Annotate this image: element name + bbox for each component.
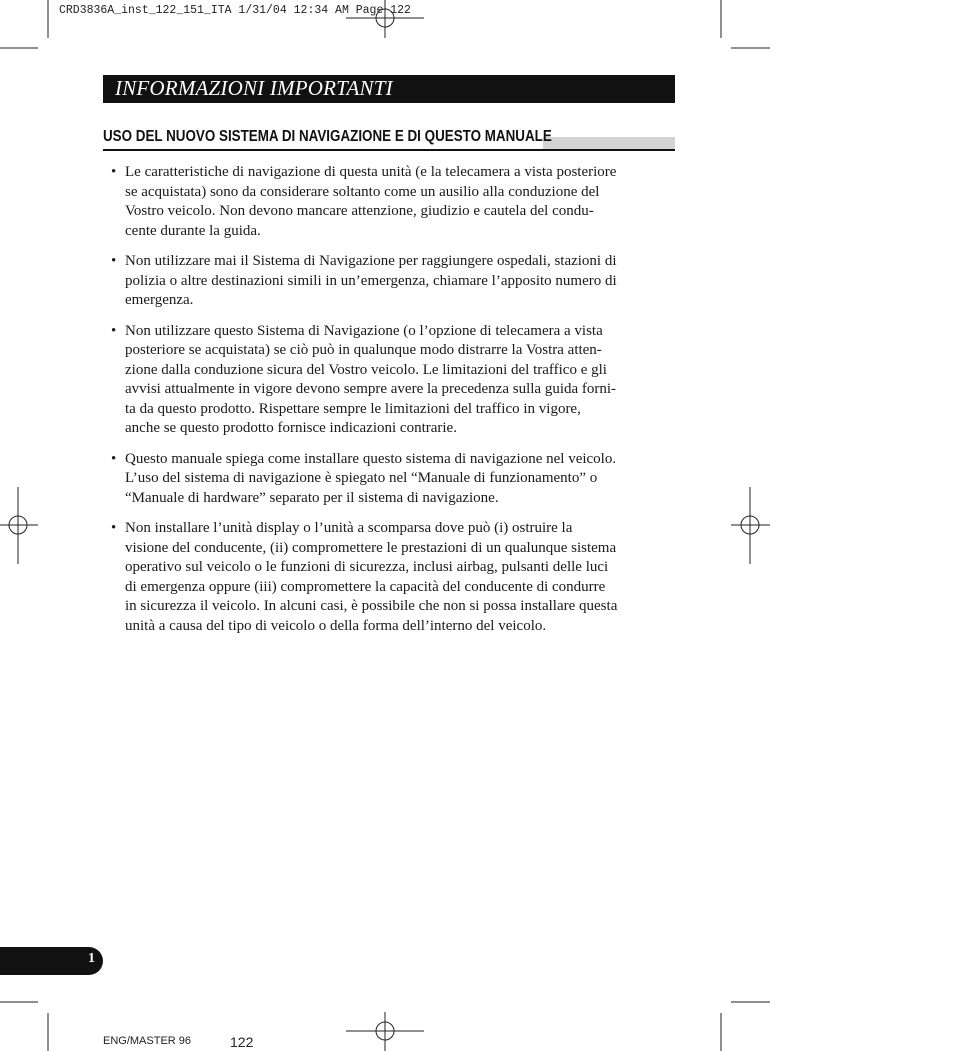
text-line: anche se questo prodotto fornisce indicazioni contrarie. — [125, 420, 457, 436]
chapter-title: INFORMAZIONI IMPORTANTI — [115, 76, 393, 100]
list-item — [103, 519, 658, 636]
text-line: unità a causa del tipo di veicolo o della forma dell’interno del veicolo. — [125, 617, 547, 634]
section-tab-number: 1 — [88, 951, 95, 966]
text-line: Le caratteristiche di navigazione di questa unità (e la telecamera a vista posteriore — [125, 164, 617, 180]
text-line: visione del conducente, (ii) compromettere le prestazioni di un qualunque sistema — [125, 539, 617, 556]
heading-shade — [543, 137, 675, 149]
registration-mark-bottom — [346, 1012, 424, 1051]
text-line: Vostro veicolo. Non devono mancare attenzione, giudizio e cautela del condu- — [125, 203, 594, 219]
text-line: se acquistata) sono da considerare soltanto come un ausilio alla conduzione del — [125, 183, 600, 200]
text-line: ta da questo prodotto. Rispettare sempre le limitazioni del traffico in vigore, — [125, 400, 581, 417]
text-line: avvisi attualmente in vigore devono sempre avere la precedenza sulla guida forni- — [125, 381, 617, 397]
footer-label: ENG/MASTER 96 — [103, 1035, 192, 1047]
text-line: “Manuale di hardware” separato per il sistema di navigazione. — [125, 489, 499, 506]
text-line: Questo manuale spiega come installare questo sistema di navigazione nel veicolo. — [125, 450, 617, 467]
list-item — [103, 163, 658, 241]
list-item — [103, 450, 658, 509]
bullet-icon: • — [111, 520, 117, 536]
registration-mark-right — [731, 487, 770, 564]
bullet-icon: • — [111, 450, 117, 467]
registration-mark-left — [0, 487, 38, 564]
text-line: zione dalla conduzione sicura del Vostro veicolo. Le limitazioni del traffico e gli — [125, 361, 607, 378]
text-line: posteriore se acquistata) se ciò può in qualunque modo distrarre la Vostra atten- — [125, 342, 602, 358]
text-line: di emergenza oppure (iii) compromettere la capacità del conducente di condurre — [125, 578, 606, 595]
text-line: Non installare l’unità display o l’unità a scomparsa dove può (i) ostruire la — [125, 520, 573, 536]
bullet-icon: • — [111, 322, 117, 339]
bullet-icon: • — [111, 164, 117, 180]
text-line: L’uso del sistema di navigazione è spiegato nel “Manuale di funzionamento” o — [125, 470, 598, 486]
file-slug: CRD3836A_inst_122_151_ITA 1/31/04 12:34 AM Page 122 — [59, 4, 411, 17]
section-heading-block — [103, 127, 675, 152]
bullet-icon: • — [111, 253, 117, 269]
heading-rule — [103, 149, 675, 151]
text-line: cente durante la guida. — [125, 222, 261, 239]
text-line: in sicurezza il veicolo. In alcuni casi, è possibile che non si possa installare questa — [125, 598, 618, 614]
text-line: Non utilizzare mai il Sistema di Navigazione per raggiungere ospedali, stazioni di — [125, 253, 617, 269]
bullet-list — [103, 163, 658, 647]
page-number: 122 — [230, 1034, 254, 1050]
section-tab-badge — [0, 947, 103, 975]
registration-mark-top — [346, 0, 424, 38]
text-line: polizia o altre destinazioni simili in un’emergenza, chiamare l’apposito numero di — [125, 272, 617, 289]
section-heading: USO DEL NUOVO SISTEMA DI NAVIGAZIONE E DI QUESTO MANUALE — [103, 128, 552, 145]
list-item — [103, 322, 658, 439]
text-line: operativo sul veicolo o le funzioni di sicurezza, inclusi airbag, pulsanti delle luci — [125, 559, 609, 575]
text-line: Non utilizzare questo Sistema di Navigazione (o l’opzione di telecamera a vista — [125, 322, 603, 339]
text-line: emergenza. — [125, 292, 194, 308]
chapter-title-bar — [103, 75, 675, 103]
list-item — [103, 252, 658, 311]
